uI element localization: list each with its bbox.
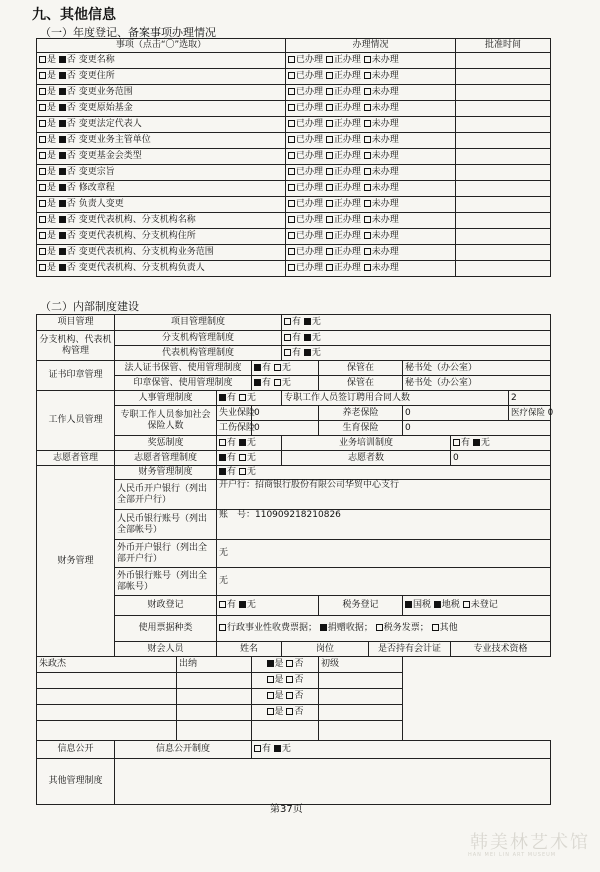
checkbox[interactable] — [288, 248, 295, 255]
acct-row — [37, 673, 551, 689]
acct-col-qual: 专业技术资格 — [451, 642, 551, 657]
acct-cert[interactable]: 是 否 — [252, 657, 319, 673]
pension-label: 养老保险 — [319, 406, 403, 421]
checkbox[interactable] — [326, 56, 333, 63]
checkbox[interactable] — [326, 88, 333, 95]
item-cell[interactable]: 是 否 变更宗旨 — [37, 165, 286, 181]
registration-row — [37, 197, 551, 213]
checkbox-checked[interactable] — [59, 136, 66, 143]
checkbox-checked[interactable] — [219, 394, 226, 401]
date-cell — [456, 117, 551, 133]
registration-row — [37, 181, 551, 197]
checkbox[interactable] — [288, 232, 295, 239]
other-head: 其他管理制度 — [37, 759, 115, 805]
status-cell[interactable]: 已办理 正办理 未办理 — [286, 197, 456, 213]
item-cell[interactable]: 是 否 负责人变更 — [37, 197, 286, 213]
checkbox-checked[interactable] — [59, 152, 66, 159]
acct-col-post: 岗位 — [282, 642, 369, 657]
hr-system-label: 人事管理制度 — [115, 391, 217, 406]
fin-system-choice[interactable]: 有 无 — [217, 466, 551, 480]
internal-system-table — [36, 314, 554, 805]
page-number: 第37页 — [270, 804, 303, 815]
vol-system-choice[interactable]: 有 无 — [217, 451, 282, 466]
checkbox[interactable] — [39, 168, 46, 175]
checkbox-checked[interactable] — [434, 601, 441, 608]
fx-acct-label: 外币银行账号（列出全部帐号） — [115, 568, 217, 596]
insured-label: 专职工作人员参加社会保险人数 — [115, 406, 217, 436]
item-label: 变更名称 — [78, 55, 115, 65]
item-label: 变更基金会类型 — [78, 151, 142, 161]
checkbox-checked[interactable] — [59, 56, 66, 63]
checkbox[interactable] — [364, 264, 371, 271]
checkbox[interactable] — [39, 72, 46, 79]
checkbox[interactable] — [288, 104, 295, 111]
watermark: 韩美林艺术馆 — [470, 832, 590, 853]
checkbox[interactable] — [288, 152, 295, 159]
fx-bank-value: 无 — [217, 540, 551, 568]
checkbox[interactable] — [219, 439, 226, 446]
item-label: 变更代表机构、分支机构业务范围 — [78, 247, 214, 257]
item-label: 变更代表机构、分支机构名称 — [78, 215, 196, 225]
checkbox[interactable] — [326, 104, 333, 111]
acct-name: 朱政杰 — [37, 657, 177, 673]
date-cell — [456, 69, 551, 85]
date-cell — [456, 149, 551, 165]
checkbox[interactable] — [39, 232, 46, 239]
checkbox[interactable] — [39, 88, 46, 95]
checkbox[interactable] — [288, 168, 295, 175]
vol-count-label: 志愿者数 — [282, 451, 451, 466]
item-cell[interactable]: 是 否 变更基金会类型 — [37, 149, 286, 165]
checkbox[interactable] — [39, 216, 46, 223]
checkbox[interactable] — [326, 184, 333, 191]
col-date-header: 批准时间 — [456, 39, 551, 53]
checkbox[interactable] — [326, 216, 333, 223]
acct-row — [37, 705, 551, 721]
checkbox[interactable] — [288, 184, 295, 191]
registration-row — [37, 117, 551, 133]
checkbox[interactable] — [286, 708, 293, 715]
checkbox[interactable] — [288, 88, 295, 95]
date-cell — [456, 229, 551, 245]
fin-reg-choice[interactable]: 有 无 — [217, 596, 319, 616]
unemployment-value: 0 — [252, 406, 319, 421]
seal-head: 证书印章管理 — [37, 361, 115, 391]
rmb-bank-value: 开户行：招商银行股份有限公司华贸中心支行 — [217, 480, 551, 510]
checkbox[interactable] — [432, 624, 439, 631]
checkbox-checked[interactable] — [254, 364, 261, 371]
checkbox-checked[interactable] — [59, 120, 66, 127]
checkbox[interactable] — [288, 136, 295, 143]
checkbox-checked[interactable] — [254, 379, 261, 386]
item-label: 变更宗旨 — [78, 167, 115, 177]
date-cell — [456, 101, 551, 117]
proj-mgmt-head: 项目管理 — [37, 315, 115, 331]
training-label: 业务培训制度 — [282, 436, 451, 451]
branch-system-label: 分支机构管理制度 — [115, 331, 282, 346]
acct-cert[interactable]: 是 否 — [252, 689, 319, 705]
checkbox[interactable] — [364, 104, 371, 111]
checkbox[interactable] — [326, 264, 333, 271]
checkbox[interactable] — [267, 708, 274, 715]
status-cell[interactable]: 已办理 正办理 未办理 — [286, 213, 456, 229]
item-label: 变更代表机构、分支机构负责人 — [78, 263, 205, 273]
vol-count-value: 0 — [451, 451, 551, 466]
fx-bank-label: 外币开户银行（列出全部开户行） — [115, 540, 217, 568]
acct-staff-label: 财会人员 — [115, 642, 217, 657]
seal-system-choice[interactable]: 有 无 — [252, 376, 319, 391]
acct-cert[interactable]: 是 否 — [252, 705, 319, 721]
maternity-value: 0 — [403, 421, 551, 436]
item-cell[interactable]: 是 否 变更法定代表人 — [37, 117, 286, 133]
item-label: 变更法定代表人 — [78, 119, 142, 129]
checkbox-checked[interactable] — [239, 439, 246, 446]
pension-value: 0 — [403, 406, 509, 421]
col-item-header: 事项（点击“〇”选取） — [37, 39, 286, 53]
checkbox[interactable] — [288, 264, 295, 271]
checkbox-checked[interactable] — [59, 168, 66, 175]
checkbox[interactable] — [364, 136, 371, 143]
checkbox[interactable] — [39, 184, 46, 191]
status-cell[interactable]: 已办理 正办理 未办理 — [286, 165, 456, 181]
checkbox[interactable] — [288, 56, 295, 63]
registration-row — [37, 133, 551, 149]
maternity-label: 生育保险 — [319, 421, 403, 436]
acct-name — [37, 705, 177, 721]
item-label: 变更代表机构、分支机构住所 — [78, 231, 196, 241]
item-cell[interactable]: 是 否 变更代表机构、分支机构住所 — [37, 229, 286, 245]
reward-choice[interactable]: 有 无 — [217, 436, 282, 451]
item-cell[interactable]: 是 否 变更住所 — [37, 69, 286, 85]
date-cell — [456, 165, 551, 181]
checkbox[interactable] — [288, 120, 295, 127]
item-cell[interactable]: 是 否 变更代表机构、分支机构业务范围 — [37, 245, 286, 261]
checkbox[interactable] — [326, 232, 333, 239]
checkbox-checked[interactable] — [59, 88, 66, 95]
date-cell — [456, 197, 551, 213]
acct-qual — [319, 705, 403, 721]
acct-empty — [252, 721, 319, 741]
contract-label: 专职工作人员签订聘用合同人数 — [282, 391, 509, 406]
fin-reg-label: 财政登记 — [115, 596, 217, 616]
date-cell — [456, 85, 551, 101]
acct-cert[interactable]: 是 否 — [252, 673, 319, 689]
checkbox[interactable] — [364, 248, 371, 255]
checkbox-checked[interactable] — [267, 660, 274, 667]
checkbox[interactable] — [39, 152, 46, 159]
checkbox[interactable] — [364, 88, 371, 95]
fin-system-label: 财务管理制度 — [115, 466, 217, 480]
checkbox[interactable] — [219, 601, 226, 608]
date-cell — [456, 133, 551, 149]
info-system-label: 信息公开制度 — [115, 741, 252, 759]
registration-row — [37, 53, 551, 69]
item-cell[interactable]: 是 否 变更业务主管单位 — [37, 133, 286, 149]
registration-table — [36, 38, 551, 277]
acct-name — [37, 673, 177, 689]
invoice-label: 使用票据种类 — [115, 616, 217, 642]
acct-row — [37, 689, 551, 705]
invoice-choice[interactable]: 行政事业性收费票据； 捐赠收据； 税务发票； 其他 — [217, 616, 551, 642]
checkbox[interactable] — [364, 56, 371, 63]
date-cell — [456, 181, 551, 197]
checkbox[interactable] — [39, 136, 46, 143]
col-status-header: 办理情况 — [286, 39, 456, 53]
item-cell[interactable]: 是 否 变更业务范围 — [37, 85, 286, 101]
cert-system-label: 法人证书保管、使用管理制度 — [115, 361, 252, 376]
checkbox-checked[interactable] — [59, 248, 66, 255]
checkbox[interactable] — [239, 394, 246, 401]
unemployment-label: 失业保险 — [217, 406, 252, 421]
checkbox[interactable] — [39, 120, 46, 127]
checkbox[interactable] — [284, 334, 291, 341]
registration-row — [37, 261, 551, 277]
checkbox-checked[interactable] — [59, 72, 66, 79]
checkbox[interactable] — [239, 454, 246, 461]
checkbox[interactable] — [453, 439, 460, 446]
acct-post — [177, 705, 252, 721]
contract-value: 2 — [509, 391, 551, 406]
checkbox-checked[interactable] — [320, 624, 327, 631]
item-label: 变更原始基金 — [78, 103, 133, 113]
registration-row — [37, 101, 551, 117]
item-cell[interactable]: 是 否 变更原始基金 — [37, 101, 286, 117]
info-head: 信息公开 — [37, 741, 115, 759]
item-label: 负责人变更 — [78, 199, 124, 209]
rmb-acct-label: 人民币银行账号（列出全部帐号） — [115, 510, 217, 540]
staff-head: 工作人员管理 — [37, 391, 115, 451]
date-cell — [456, 53, 551, 69]
checkbox[interactable] — [326, 120, 333, 127]
item-cell[interactable]: 是 否 修改章程 — [37, 181, 286, 197]
proj-system-choice[interactable]: 有 无 — [282, 315, 551, 331]
checkbox[interactable] — [326, 72, 333, 79]
cert-keeper-label: 保管在 — [319, 361, 403, 376]
training-choice[interactable]: 有 无 — [451, 436, 551, 451]
checkbox-checked[interactable] — [304, 334, 311, 341]
rmb-bank-label: 人民币开户银行（列出全部开户行） — [115, 480, 217, 510]
watermark-en: HAN MEI LIN ART MUSEUM — [468, 852, 557, 858]
acct-post: 出纳 — [177, 657, 252, 673]
acct-post — [177, 673, 252, 689]
checkbox[interactable] — [286, 692, 293, 699]
acct-qual: 初级 — [319, 657, 403, 673]
subsection-title-internal: （二）内部制度建设 — [40, 300, 139, 313]
checkbox-checked[interactable] — [59, 184, 66, 191]
reward-label: 奖惩制度 — [115, 436, 217, 451]
tax-reg-choice[interactable]: 国税 地税 未登记 — [403, 596, 551, 616]
checkbox[interactable] — [39, 264, 46, 271]
registration-row — [37, 229, 551, 245]
checkbox[interactable] — [267, 692, 274, 699]
checkbox[interactable] — [364, 200, 371, 207]
checkbox[interactable] — [39, 56, 46, 63]
acct-empty — [319, 721, 403, 741]
checkbox-checked[interactable] — [304, 349, 311, 356]
section-title: 九、其他信息 — [32, 7, 116, 23]
checkbox[interactable] — [364, 72, 371, 79]
checkbox[interactable] — [326, 152, 333, 159]
status-cell[interactable]: 已办理 正办理 未办理 — [286, 85, 456, 101]
checkbox[interactable] — [326, 248, 333, 255]
vol-head: 志愿者管理 — [37, 451, 115, 466]
item-label: 变更业务范围 — [78, 87, 133, 97]
item-cell[interactable]: 是 否 变更代表机构、分支机构负责人 — [37, 261, 286, 277]
checkbox[interactable] — [284, 318, 291, 325]
hr-system-choice[interactable]: 有 无 — [217, 391, 282, 406]
checkbox[interactable] — [39, 200, 46, 207]
checkbox[interactable] — [364, 168, 371, 175]
checkbox-checked[interactable] — [59, 264, 66, 271]
acct-name — [37, 689, 177, 705]
branch-head: 分支机构、代表机构管理 — [37, 331, 115, 361]
checkbox[interactable] — [284, 349, 291, 356]
checkbox-checked[interactable] — [304, 318, 311, 325]
registration-row — [37, 149, 551, 165]
checkbox-checked[interactable] — [59, 200, 66, 207]
acct-qual — [319, 689, 403, 705]
registration-row — [37, 165, 551, 181]
checkbox[interactable] — [274, 379, 281, 386]
cert-keeper-value: 秘书处（办公室） — [403, 361, 551, 376]
subsection-title-registration: （一）年度登记、备案事项办理情况 — [40, 26, 216, 39]
checkbox[interactable] — [326, 136, 333, 143]
cert-system-choice[interactable]: 有 无 — [252, 361, 319, 376]
checkbox-checked[interactable] — [59, 232, 66, 239]
checkbox[interactable] — [364, 232, 371, 239]
checkbox[interactable] — [463, 601, 470, 608]
checkbox[interactable] — [267, 676, 274, 683]
date-cell — [456, 213, 551, 229]
acct-col-cert: 是否持有会计证 — [369, 642, 451, 657]
status-cell[interactable]: 已办理 正办理 未办理 — [286, 117, 456, 133]
injury-label: 工伤保险 — [217, 421, 252, 436]
checkbox-checked[interactable] — [405, 601, 412, 608]
status-cell[interactable]: 已办理 正办理 未办理 — [286, 53, 456, 69]
status-cell[interactable]: 已办理 正办理 未办理 — [286, 149, 456, 165]
acct-col-name: 姓名 — [217, 642, 282, 657]
item-cell[interactable]: 是 否 变更代表机构、分支机构名称 — [37, 213, 286, 229]
checkbox[interactable] — [376, 624, 383, 631]
checkbox-checked[interactable] — [59, 216, 66, 223]
checkbox[interactable] — [326, 200, 333, 207]
checkbox-checked[interactable] — [239, 601, 246, 608]
item-label: 修改章程 — [78, 183, 115, 193]
status-cell[interactable]: 已办理 正办理 未办理 — [286, 101, 456, 117]
checkbox[interactable] — [254, 745, 261, 752]
date-cell — [456, 261, 551, 277]
checkbox[interactable] — [364, 120, 371, 127]
rmb-acct-value: 账 号：110909218210826 — [217, 510, 551, 540]
checkbox[interactable] — [286, 660, 293, 667]
item-cell[interactable]: 是 否 变更名称 — [37, 53, 286, 69]
acct-empty — [177, 721, 252, 741]
status-cell[interactable]: 已办理 正办理 未办理 — [286, 261, 456, 277]
seal-keeper-label: 保管在 — [319, 376, 403, 391]
checkbox[interactable] — [39, 104, 46, 111]
medical-cell: 医疗保险 0 — [509, 406, 551, 421]
checkbox[interactable] — [39, 248, 46, 255]
status-cell[interactable]: 已办理 正办理 未办理 — [286, 229, 456, 245]
rep-system-choice[interactable]: 有 无 — [282, 346, 551, 361]
checkbox[interactable] — [288, 200, 295, 207]
status-cell[interactable]: 已办理 正办理 未办理 — [286, 245, 456, 261]
status-cell[interactable]: 已办理 正办理 未办理 — [286, 181, 456, 197]
checkbox[interactable] — [326, 168, 333, 175]
tax-reg-label: 税务登记 — [319, 596, 403, 616]
checkbox[interactable] — [364, 152, 371, 159]
status-cell[interactable]: 已办理 正办理 未办理 — [286, 133, 456, 149]
item-label: 变更住所 — [78, 71, 115, 81]
checkbox-checked[interactable] — [219, 468, 226, 475]
status-cell[interactable]: 已办理 正办理 未办理 — [286, 69, 456, 85]
vol-system-label: 志愿者管理制度 — [115, 451, 217, 466]
acct-post — [177, 689, 252, 705]
checkbox-checked[interactable] — [274, 745, 281, 752]
item-label: 变更业务主管单位 — [78, 135, 151, 145]
checkbox[interactable] — [239, 468, 246, 475]
other-value — [115, 759, 551, 805]
registration-row — [37, 69, 551, 85]
info-system-choice[interactable]: 有 无 — [252, 741, 551, 759]
checkbox-checked[interactable] — [219, 454, 226, 461]
date-cell — [456, 245, 551, 261]
checkbox[interactable] — [219, 624, 226, 631]
injury-value: 0 — [252, 421, 319, 436]
proj-system-label: 项目管理制度 — [115, 315, 282, 331]
fin-head: 财务管理 — [37, 466, 115, 657]
acct-empty — [37, 721, 177, 741]
registration-row — [37, 85, 551, 101]
acct-qual — [319, 673, 403, 689]
rep-system-label: 代表机构管理制度 — [115, 346, 282, 361]
checkbox[interactable] — [274, 364, 281, 371]
checkbox-checked[interactable] — [473, 439, 480, 446]
fx-acct-value: 无 — [217, 568, 551, 596]
acct-row — [37, 657, 551, 673]
checkbox[interactable] — [288, 216, 295, 223]
seal-keeper-value: 秘书处（办公室） — [403, 376, 551, 391]
branch-system-choice[interactable]: 有 无 — [282, 331, 551, 346]
seal-system-label: 印章保管、使用管理制度 — [115, 376, 252, 391]
registration-row — [37, 245, 551, 261]
checkbox[interactable] — [286, 676, 293, 683]
checkbox[interactable] — [364, 216, 371, 223]
checkbox-checked[interactable] — [59, 104, 66, 111]
checkbox[interactable] — [288, 72, 295, 79]
checkbox[interactable] — [364, 184, 371, 191]
registration-row — [37, 213, 551, 229]
